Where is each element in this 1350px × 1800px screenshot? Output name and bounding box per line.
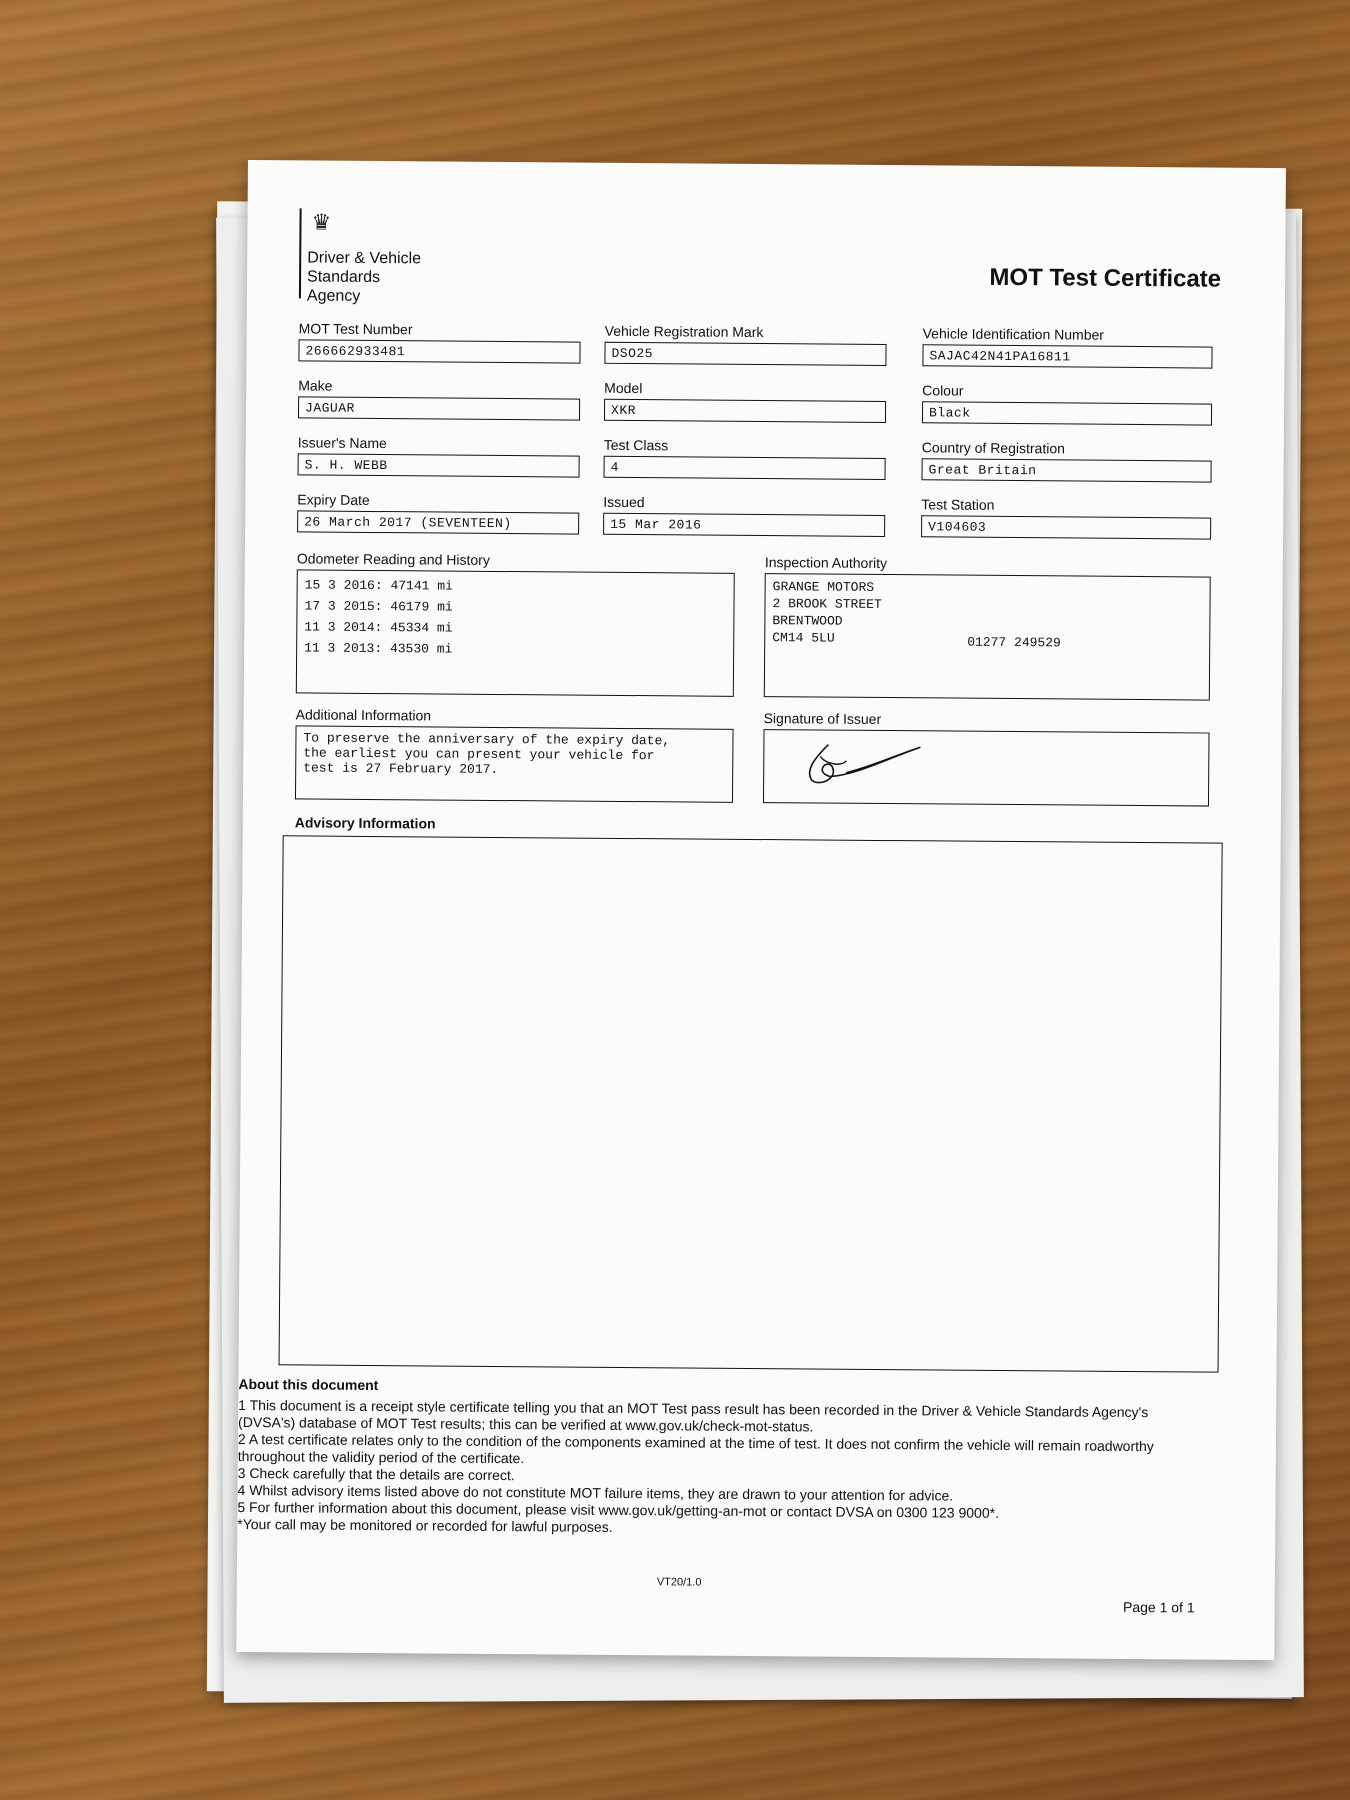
- odometer-entry: 11 3 2013: 43530 mi: [304, 640, 453, 657]
- address-line: BRENTWOOD: [772, 613, 843, 629]
- test-station-field: V104603: [921, 515, 1211, 539]
- document-title: MOT Test Certificate: [989, 263, 1222, 293]
- test-class-field: 4: [604, 456, 886, 480]
- signature-icon: [786, 736, 926, 793]
- additional-info-line: the earliest you can present your vehicle for: [303, 745, 655, 764]
- additional-info-line: test is 27 February 2017.: [303, 760, 499, 777]
- vin-label: Vehicle Identification Number: [922, 325, 1105, 343]
- mot-certificate-page: [236, 160, 1286, 1660]
- inspection-phone: 01277 249529: [967, 634, 1061, 651]
- about-item: 5 For further information about this document, please visit www.gov.uk/getting-an-mot or contact DVSA on 0300 123 9000*.: [237, 1498, 1000, 1521]
- form-code: VT20/1.0: [656, 1576, 702, 1589]
- about-item: 2 A test certificate relates only to the condition of the components examined at the time of test. It does not confirm the vehicle will remain roadworthy throughout the validity period of the certificate.: [237, 1430, 1154, 1467]
- make-field: JAGUAR: [298, 396, 580, 420]
- page-number: Page 1 of 1: [1122, 1598, 1195, 1616]
- signature-box: [763, 729, 1210, 807]
- test-class-label: Test Class: [603, 436, 669, 454]
- odometer-entry: 15 3 2016: 47141 mi: [304, 577, 453, 594]
- vrm-field: DSO25: [604, 342, 886, 366]
- odometer-label: Odometer Reading and History: [296, 550, 490, 568]
- inspection-authority-label: Inspection Authority: [764, 554, 888, 572]
- model-field: XKR: [604, 399, 886, 423]
- colour-field: Black: [922, 401, 1212, 425]
- issued-field: 15 Mar 2016: [603, 513, 885, 537]
- address-line: GRANGE MOTORS: [772, 579, 875, 595]
- additional-info-box: [295, 725, 734, 802]
- vrm-label: Vehicle Registration Mark: [604, 322, 764, 341]
- agency-name: Driver & Vehicle Standards Agency: [306, 249, 422, 305]
- expiry-date-field: 26 March 2017 (SEVENTEEN): [297, 510, 579, 534]
- expiry-date-label: Expiry Date: [297, 491, 370, 508]
- about-section: [237, 1376, 1198, 1541]
- address-line: 2 BROOK STREET: [772, 596, 882, 612]
- mot-test-number-label: MOT Test Number: [298, 320, 413, 338]
- issued-label: Issued: [603, 493, 645, 511]
- about-item: 1 This document is a receipt style certificate telling you that an MOT Test pass result has been recorded in the Driver & Vehicle Standards Agency's (DVSA's) database of MOT Test results; this can be verified at www.gov.uk/check-mot-status.: [238, 1396, 1149, 1435]
- about-title: About this document: [238, 1375, 379, 1394]
- test-station-label: Test Station: [921, 496, 995, 513]
- make-label: Make: [298, 377, 333, 394]
- issuer-name-label: Issuer's Name: [297, 434, 387, 452]
- model-label: Model: [604, 379, 643, 397]
- inspection-authority-box: [764, 573, 1211, 700]
- about-note: *Your call may be monitored or recorded for lawful purposes.: [237, 1515, 613, 1535]
- about-item: 3 Check carefully that the details are correct.: [237, 1464, 515, 1484]
- vin-field: SAJAC42N41PA16811: [922, 344, 1212, 368]
- royal-crest-icon: ♛: [311, 210, 332, 236]
- issuer-name-field: S. H. WEBB: [298, 453, 580, 477]
- advisory-box: [279, 835, 1223, 1372]
- additional-info-line: To preserve the anniversary of the expiry date,: [303, 730, 671, 749]
- odometer-entry: 17 3 2015: 46179 mi: [304, 598, 453, 615]
- additional-info-label: Additional Information: [295, 706, 432, 724]
- country-label: Country of Registration: [921, 439, 1066, 457]
- odometer-history-box: [296, 569, 735, 696]
- advisory-label: Advisory Information: [294, 814, 436, 832]
- colour-label: Colour: [922, 382, 964, 399]
- country-field: Great Britain: [922, 458, 1212, 482]
- address-line: CM14 5LU: [772, 630, 835, 646]
- odometer-entry: 11 3 2014: 45334 mi: [304, 619, 453, 636]
- mot-test-number-field: 266662933481: [298, 339, 580, 363]
- about-item: 4 Whilst advisory items listed above do not constitute MOT failure items, they are drawn to your attention for advice.: [237, 1481, 954, 1504]
- signature-label: Signature of Issuer: [763, 710, 882, 727]
